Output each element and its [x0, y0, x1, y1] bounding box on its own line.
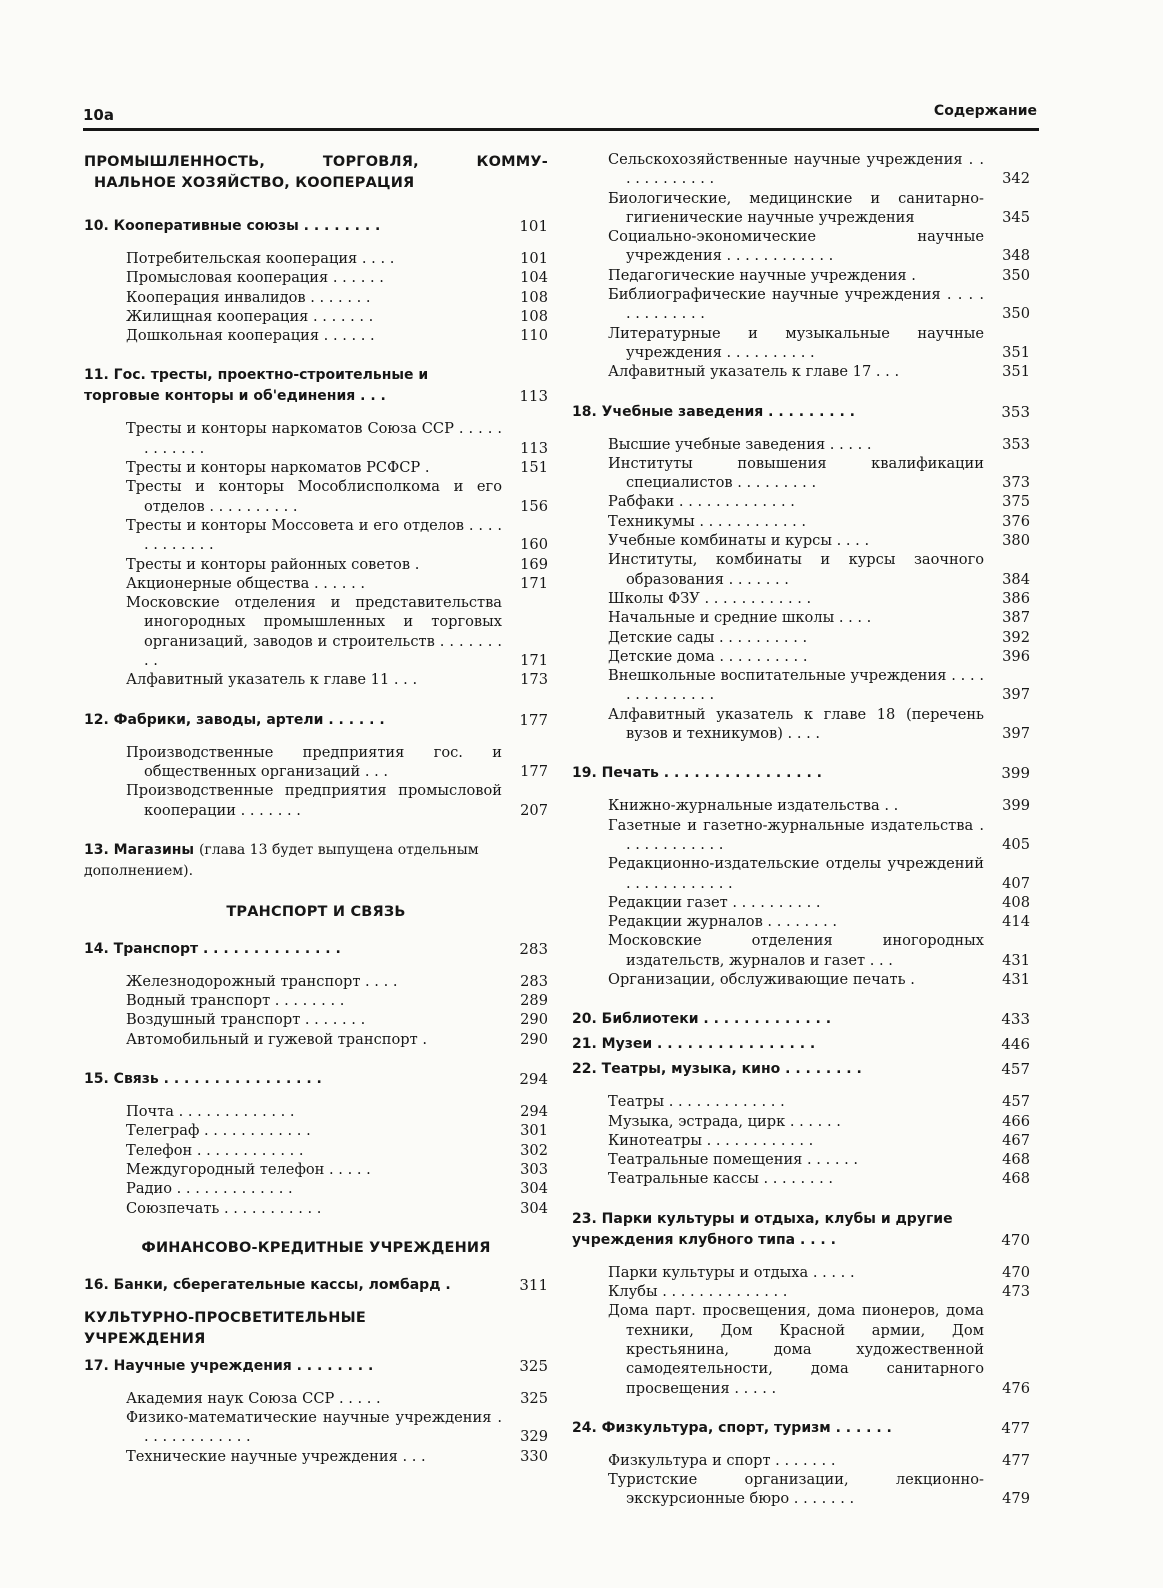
section-heading-transport: ТРАНСПОРТ И СВЯЗЬ [226, 903, 406, 920]
toc-entry[interactable] [126, 1010, 548, 1029]
entry-page: 479 [1002, 1490, 1030, 1508]
chapter-13 [84, 840, 548, 882]
entry-page: 207 [520, 801, 548, 819]
toc-entry[interactable] [608, 854, 1030, 893]
entry-text: Тресты и конторы Мособлисполкома и его отделов . . . . . . . . . . [126, 478, 502, 515]
entry-page: 414 [1002, 913, 1030, 931]
chapter-title: 16. Банки, сберегательные кассы, ломбард . [84, 1276, 451, 1293]
section-heading-finance: ФИНАНСОВО-КРЕДИТНЫЕ УЧРЕЖДЕНИЯ [141, 1239, 491, 1256]
toc-entry[interactable] [126, 1389, 548, 1408]
toc-entry[interactable] [608, 492, 1030, 511]
entry-page: 396 [1002, 647, 1030, 665]
toc-entry[interactable] [608, 647, 1030, 666]
entry-page: 397 [1002, 725, 1030, 743]
toc-entry[interactable] [126, 991, 548, 1010]
toc-entry[interactable] [608, 970, 1030, 989]
entry-page: 302 [520, 1141, 548, 1159]
chapter-18 [572, 402, 1030, 744]
toc-entry[interactable] [608, 1282, 1030, 1301]
entry-page: 375 [1002, 493, 1030, 511]
entry-text: Телеграф . . . . . . . . . . . . [126, 1122, 311, 1140]
section-heading-culture [84, 1308, 548, 1350]
chapter-title: 11. Гос. тресты, проектно-строительные и торговые конторы и об'единения . . . [84, 367, 429, 405]
entry-page: 108 [520, 288, 548, 306]
entry-text: Акционерные общества . . . . . . [126, 574, 366, 592]
chapter-page: 283 [519, 939, 548, 958]
section-heading-line: НАЛЬНОЕ ХОЗЯЙСТВО, КООПЕРАЦИЯ [94, 175, 415, 191]
entry-text: Внешкольные воспитательные учреждения . . . . . . . . . . . . . . [608, 667, 984, 704]
entry-text: Театральные помещения . . . . . . [608, 1151, 859, 1169]
toc-entry[interactable] [126, 670, 548, 689]
entry-text: Радио . . . . . . . . . . . . . [126, 1180, 293, 1198]
chapter-title: 18. Учебные заведения . . . . . . . . . [572, 403, 855, 420]
toc-entry[interactable] [608, 1451, 1030, 1470]
toc-entry[interactable] [608, 589, 1030, 608]
toc-entry[interactable] [126, 972, 548, 991]
entry-page: 476 [1002, 1379, 1030, 1397]
entry-text: Редакционно-издательские отделы учреждений . . . . . . . . . . . . [608, 855, 984, 892]
left-column [84, 150, 548, 1486]
entry-list [572, 1092, 1030, 1188]
entry-text: Библиографические научные учреждения . . . . . . . . . . . . . [608, 286, 984, 323]
entry-page: 350 [1002, 266, 1030, 284]
entry-text: Железнодорожный транспорт . . . . [126, 972, 398, 990]
chapter-page: 477 [1001, 1418, 1030, 1437]
entry-text: Тресты и конторы наркоматов РСФСР . [126, 459, 430, 477]
chapter-page: 311 [519, 1275, 548, 1294]
chapter-23 [572, 1209, 1030, 1398]
toc-entry[interactable] [126, 1030, 548, 1049]
entry-page: 392 [1002, 628, 1030, 646]
entry-page: 397 [1002, 686, 1030, 704]
entry-text: Производственные предприятия промысловой кооперации . . . . . . . [126, 782, 502, 819]
toc-entry[interactable] [126, 1408, 548, 1447]
toc-entry[interactable] [608, 1263, 1030, 1282]
entry-page: 380 [1002, 532, 1030, 550]
toc-entry[interactable] [608, 435, 1030, 454]
entry-text: Тресты и конторы Моссовета и его отделов . . . . . . . . . . . . [126, 516, 502, 554]
entry-text: Физкультура и спорт . . . . . . . [608, 1451, 836, 1469]
entry-list [84, 972, 548, 1049]
entry-text: Водный транспорт . . . . . . . . [126, 992, 345, 1010]
toc-entry[interactable] [126, 1141, 548, 1160]
chapter-title: 22. Театры, музыка, кино . . . . . . . . [572, 1061, 862, 1078]
toc-entry[interactable] [608, 666, 1030, 705]
entry-page: 108 [520, 307, 548, 325]
chapter-heading[interactable] [572, 1418, 1030, 1439]
entry-text: Физико-математические научные учреждения . . . . . . . . . . . . . [126, 1409, 502, 1446]
chapter-page: 457 [1001, 1060, 1030, 1079]
chapter-page: 470 [1001, 1230, 1030, 1249]
chapter-10 [84, 216, 548, 345]
entry-page: 473 [1002, 1283, 1030, 1301]
entry-list [572, 435, 1030, 744]
header-rule [83, 128, 1039, 131]
entry-text: Литературные и музыкальные научные учреждения . . . . . . . . . . [608, 324, 984, 361]
entry-text: Почта . . . . . . . . . . . . . [126, 1103, 295, 1121]
toc-entry[interactable] [608, 1131, 1030, 1150]
entry-page: 399 [1002, 797, 1030, 815]
toc-entry[interactable] [608, 512, 1030, 531]
entry-page: 330 [520, 1447, 548, 1465]
entry-page: 160 [520, 536, 548, 554]
chapter-page: 433 [1001, 1010, 1030, 1029]
toc-entry[interactable] [608, 362, 1030, 381]
section-heading-industry [84, 150, 548, 194]
entry-text: Парки культуры и отдыха . . . . . [608, 1263, 855, 1281]
toc-entry[interactable] [126, 516, 548, 555]
toc-entry[interactable] [608, 1112, 1030, 1131]
toc-entry[interactable] [126, 593, 548, 670]
chapter-22 [572, 1059, 1030, 1188]
entry-text: Технические научные учреждения . . . [126, 1447, 426, 1465]
entry-text: Педагогические научные учреждения . [608, 266, 916, 284]
entry-page: 304 [520, 1180, 548, 1198]
entry-page: 373 [1002, 474, 1030, 492]
chapter-19 [572, 763, 1030, 989]
chapter-heading[interactable] [84, 216, 548, 237]
toc-entry[interactable] [126, 555, 548, 574]
chapter-page: 353 [1001, 402, 1030, 421]
entry-text: Сельскохозяйственные научные учреждения . . . . . . . . . . . . [608, 151, 984, 188]
entry-text: Начальные и средние школы . . . . [608, 609, 872, 627]
entry-page: 353 [1002, 435, 1030, 453]
entry-list [84, 743, 548, 820]
chapter-title: 23. Парки культуры и отдыха, клубы и другие учреждения клубного типа . . . . [572, 1210, 953, 1248]
entry-page: 351 [1002, 343, 1030, 361]
toc-entry[interactable] [608, 1301, 1030, 1397]
entry-list [84, 419, 548, 689]
toc-entry[interactable] [126, 1160, 548, 1179]
entry-text: Институты, комбинаты и курсы заочного образования . . . . . . . [608, 551, 984, 588]
chapter-24 [572, 1418, 1030, 1509]
entry-page: 408 [1002, 893, 1030, 911]
toc-entry[interactable] [608, 285, 1030, 324]
chapter-15 [84, 1069, 548, 1218]
chapter-page: 101 [519, 217, 548, 235]
entry-list [572, 150, 1030, 382]
toc-entry[interactable] [126, 1121, 548, 1140]
toc-entry[interactable] [126, 249, 548, 268]
entry-text: Книжно-журнальные издательства . . [608, 797, 899, 815]
entry-text: Дома парт. просвещения, дома пионеров, дома техники, Дом Красной армии, Дом крестьянина, дома художественной самодеятельности, дома санитарного просвещения . . . . . [608, 1302, 984, 1397]
entry-text: Театры . . . . . . . . . . . . . [608, 1093, 785, 1111]
entry-list [572, 796, 1030, 989]
entry-text: Редакции газет . . . . . . . . . . [608, 893, 821, 911]
entry-page: 376 [1002, 512, 1030, 530]
toc-entry[interactable] [126, 419, 548, 458]
toc-entry[interactable] [126, 477, 548, 516]
entry-page: 104 [520, 269, 548, 287]
entry-list [84, 1389, 548, 1466]
entry-text: Алфавитный указатель к главе 11 . . . [126, 671, 418, 689]
entry-text: Детские дома . . . . . . . . . . [608, 647, 808, 665]
chapter-21-heading[interactable] [572, 1034, 1030, 1055]
entry-page: 173 [520, 671, 548, 689]
chapter-title: 19. Печать . . . . . . . . . . . . . . . . [572, 765, 822, 782]
entry-text: Редакции журналов . . . . . . . . [608, 913, 838, 931]
entry-page: 171 [520, 574, 548, 592]
entry-page: 477 [1002, 1451, 1030, 1469]
entry-text: Клубы . . . . . . . . . . . . . . [608, 1283, 788, 1301]
entry-page: 470 [1002, 1263, 1030, 1281]
entry-list [84, 1102, 548, 1218]
toc-entry[interactable] [126, 307, 548, 326]
toc-entry[interactable] [126, 268, 548, 287]
entry-page: 329 [520, 1428, 548, 1446]
entry-page: 151 [520, 459, 548, 477]
toc-entry[interactable] [126, 574, 548, 593]
entry-text: Междугородный телефон . . . . . [126, 1160, 371, 1178]
entry-page: 325 [520, 1389, 548, 1407]
entry-page: 407 [1002, 874, 1030, 892]
toc-entry[interactable] [608, 227, 1030, 266]
toc-entry[interactable] [608, 266, 1030, 285]
entry-page: 290 [520, 1011, 548, 1029]
chapter-heading[interactable] [84, 939, 548, 960]
chapter-17-continued [572, 150, 1030, 382]
toc-entry[interactable] [608, 324, 1030, 363]
toc-entry[interactable] [126, 1199, 548, 1218]
entry-page: 350 [1002, 305, 1030, 323]
chapter-title: 24. Физкультура, спорт, туризм . . . . . . [572, 1419, 892, 1436]
chapter-page: 113 [519, 387, 548, 406]
entry-page: 171 [520, 652, 548, 670]
toc-entry[interactable] [126, 1179, 548, 1198]
chapter-page: 399 [1001, 764, 1030, 783]
entry-list [572, 1263, 1030, 1398]
chapter-heading[interactable] [572, 763, 1030, 784]
chapter-heading[interactable] [572, 402, 1030, 423]
entry-text: Союзпечать . . . . . . . . . . . [126, 1199, 322, 1217]
entry-text: Дошкольная кооперация . . . . . . [126, 327, 375, 345]
entry-text: Социально-экономические научные учреждения . . . . . . . . . . . . [608, 228, 984, 265]
entry-text: Школы ФЗУ . . . . . . . . . . . . [608, 589, 812, 607]
chapter-heading[interactable] [84, 710, 548, 731]
toc-entry[interactable] [608, 550, 1030, 589]
entry-text: Газетные и газетно-журнальные издательства . . . . . . . . . . . . [608, 816, 984, 853]
chapter-title: 14. Транспорт . . . . . . . . . . . . . . [84, 940, 341, 957]
entry-text: Кинотеатры . . . . . . . . . . . . [608, 1131, 814, 1149]
entry-page: 405 [1002, 835, 1030, 853]
entry-page: 290 [520, 1030, 548, 1048]
entry-page: 345 [1002, 208, 1030, 226]
entry-text: Автомобильный и гужевой транспорт . [126, 1030, 427, 1048]
entry-page: 283 [520, 972, 548, 990]
chapter-heading[interactable] [84, 1356, 548, 1377]
entry-text: Театральные кассы . . . . . . . . [608, 1170, 834, 1188]
toc-entry[interactable] [126, 288, 548, 307]
entry-page: 431 [1002, 970, 1030, 988]
toc-entry[interactable] [608, 150, 1030, 189]
chapter-page: 177 [519, 710, 548, 729]
entry-page: 101 [520, 250, 548, 267]
entry-page: 342 [1002, 170, 1030, 188]
entry-text: Академия наук Союза ССР . . . . . [126, 1389, 381, 1407]
toc-entry[interactable] [608, 628, 1030, 647]
toc-entry[interactable] [608, 931, 1030, 970]
entry-page: 177 [520, 762, 548, 780]
entry-text: Алфавитный указатель к главе 17 . . . [608, 363, 900, 381]
entry-text: Учебные комбинаты и курсы . . . . [608, 532, 870, 550]
chapter-title: 12. Фабрики, заводы, артели . . . . . . [84, 711, 385, 728]
entry-list [84, 249, 548, 345]
entry-page: 468 [1002, 1170, 1030, 1188]
toc-entry[interactable] [608, 608, 1030, 627]
entry-page: 289 [520, 992, 548, 1010]
entry-page: 457 [1002, 1093, 1030, 1111]
entry-page: 156 [520, 497, 548, 515]
entry-text: Биологические, медицинские и санитарно-гигиенические научные учреждения [608, 189, 984, 226]
toc-entry[interactable] [608, 454, 1030, 493]
entry-text: Алфавитный указатель к главе 18 (перечень вузов и техникумов) . . . . [608, 705, 984, 743]
chapter-20-heading[interactable] [572, 1009, 1030, 1030]
entry-page: 467 [1002, 1131, 1030, 1149]
entry-page: 304 [520, 1199, 548, 1217]
chapter-page: 294 [519, 1070, 548, 1089]
chapter-page: 325 [519, 1356, 548, 1375]
toc-entry[interactable] [126, 1447, 548, 1466]
toc-entry[interactable] [608, 912, 1030, 931]
toc-entry[interactable] [126, 743, 548, 782]
entry-page: 348 [1002, 247, 1030, 265]
running-title: Содержание [933, 103, 1037, 119]
toc-entry[interactable] [126, 781, 548, 820]
entry-text: Детские сады . . . . . . . . . . [608, 628, 808, 646]
entry-page: 169 [520, 555, 548, 573]
entry-text: Московские отделения иногородных издательств, журналов и газет . . . [608, 932, 984, 969]
page-number: 10а [83, 106, 114, 124]
chapter-title: 20. Библиотеки . . . . . . . . . . . . . [572, 1011, 832, 1028]
chapter-11 [84, 365, 548, 689]
entry-text: Тресты и конторы районных советов . [126, 555, 420, 573]
entry-page: 468 [1002, 1151, 1030, 1169]
chapter-note: (глава 13 будет выпущена отдельным дополнением). [84, 841, 479, 879]
chapter-heading[interactable] [84, 840, 548, 882]
entry-page: 384 [1002, 570, 1030, 588]
entry-page: 387 [1002, 609, 1030, 627]
chapter-heading[interactable] [572, 1059, 1030, 1080]
chapter-16-heading[interactable] [84, 1275, 548, 1296]
toc-entry[interactable] [608, 1169, 1030, 1188]
entry-text: Телефон . . . . . . . . . . . . [126, 1141, 304, 1159]
toc-entry[interactable] [608, 531, 1030, 550]
chapter-14 [84, 939, 548, 1049]
chapter-heading[interactable] [84, 365, 548, 407]
entry-text: Производственные предприятия гос. и общественных организаций . . . [126, 743, 502, 780]
chapter-page: 446 [1001, 1035, 1030, 1054]
chapter-title: 15. Связь . . . . . . . . . . . . . . . . [84, 1071, 322, 1088]
entry-page: 294 [520, 1103, 548, 1121]
toc-entry[interactable] [608, 189, 1030, 228]
toc-entry[interactable] [608, 1150, 1030, 1169]
toc-entry[interactable] [608, 893, 1030, 912]
toc-entry[interactable] [608, 705, 1030, 744]
chapter-heading[interactable] [84, 1069, 548, 1090]
toc-entry[interactable] [608, 1470, 1030, 1509]
entry-text: Институты повышения квалификации специалистов . . . . . . . . . [608, 454, 984, 492]
entry-page: 386 [1002, 589, 1030, 607]
entry-page: 431 [1002, 951, 1030, 969]
chapter-title: 10. Кооперативные союзы . . . . . . . . [84, 218, 381, 234]
right-column [572, 150, 1030, 1529]
entry-list [572, 1451, 1030, 1509]
toc-entry[interactable] [126, 326, 548, 345]
section-heading-line: ПРОМЫШЛЕННОСТЬ, ТОРГОВЛЯ, КОММУ- [84, 154, 548, 170]
entry-text: Рабфаки . . . . . . . . . . . . . [608, 493, 795, 511]
entry-page: 466 [1002, 1112, 1030, 1130]
entry-text: Потребительская кооперация . . . . [126, 250, 395, 267]
entry-text: Тресты и конторы наркоматов Союза ССР . . . . . . . . . . . . [126, 420, 502, 457]
entry-page: 303 [520, 1160, 548, 1178]
entry-text: Высшие учебные заведения . . . . . [608, 435, 872, 453]
section-heading-line: КУЛЬТУРНО-ПРОСВЕТИТЕЛЬНЫЕ [84, 1309, 366, 1326]
entry-page: 110 [520, 327, 548, 345]
toc-entry[interactable] [126, 458, 548, 477]
chapter-17 [84, 1356, 548, 1466]
toc-entry[interactable] [608, 796, 1030, 815]
toc-entry[interactable] [126, 1102, 548, 1121]
section-heading-line: УЧРЕЖДЕНИЯ [84, 1330, 206, 1347]
entry-text: Организации, обслуживающие печать . [608, 970, 915, 988]
entry-page: 351 [1002, 363, 1030, 381]
entry-text: Промысловая кооперация . . . . . . [126, 269, 384, 287]
entry-text: Техникумы . . . . . . . . . . . . [608, 512, 807, 530]
toc-entry[interactable] [608, 1092, 1030, 1111]
chapter-12 [84, 710, 548, 820]
entry-text: Московские отделения и представительства иногородных промышленных и торговых организаций, заводов и строительств . . . . . . . . . [126, 594, 502, 670]
toc-entry[interactable] [608, 816, 1030, 855]
entry-text: Туристские организации, лекционно-экскурсионные бюро . . . . . . . [608, 1471, 984, 1508]
entry-page: 301 [520, 1122, 548, 1140]
chapter-title: 17. Научные учреждения . . . . . . . . [84, 1357, 374, 1374]
chapter-heading[interactable] [572, 1209, 1030, 1251]
chapter-title: 21. Музеи . . . . . . . . . . . . . . . . [572, 1036, 816, 1053]
entry-page: 113 [520, 439, 548, 457]
entry-text: Жилищная кооперация . . . . . . . [126, 307, 374, 325]
entry-text: Музыка, эстрада, цирк . . . . . . [608, 1112, 841, 1130]
chapter-title [84, 840, 502, 882]
entry-text: Кооперация инвалидов . . . . . . . [126, 288, 371, 306]
chapter-title-text: 13. Магазины [84, 841, 195, 858]
entry-text: Воздушный транспорт . . . . . . . [126, 1011, 366, 1029]
